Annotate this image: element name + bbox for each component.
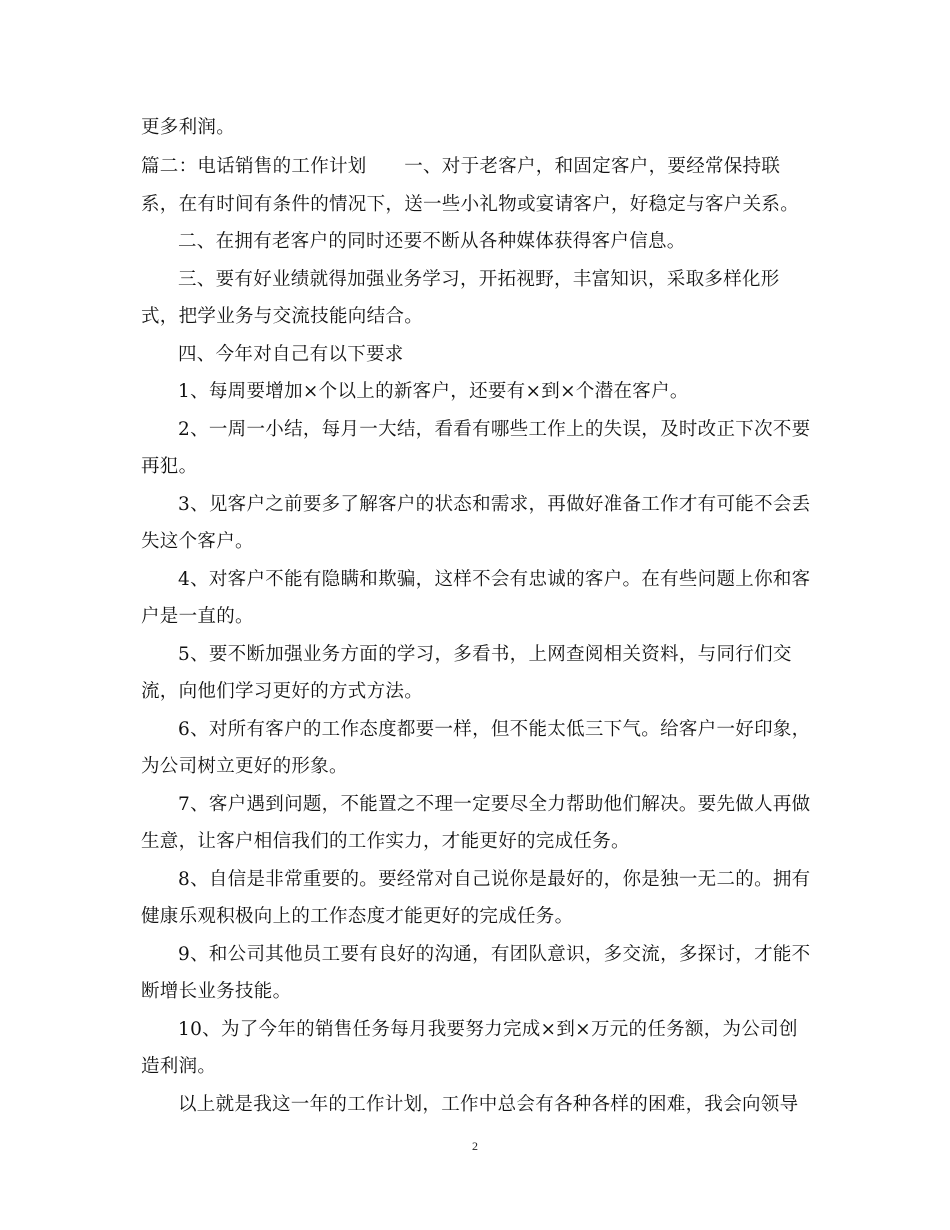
text-line: 以上就是我这一年的工作计划，工作中总会有各种各样的困难，我会向领导 <box>178 1094 799 1115</box>
text-line: 三、要有好业绩就得加强业务学习，开拓视野，丰富知识，采取多样化形 <box>178 269 780 290</box>
text-line: 健康乐观积极向上的工作态度才能更好的完成任务。 <box>141 906 574 927</box>
text-line: 1、每周要增加×个以上的新客户，还要有×到×个潜在客户。 <box>178 381 689 402</box>
text-line: 篇二：电话销售的工作计划 一、对于老客户，和固定客户，要经常保持联 <box>141 156 781 177</box>
text-line: 四、今年对自己有以下要求 <box>178 344 404 365</box>
text-line: 8、自信是非常重要的。要经常对自己说你是最好的，你是独一无二的。拥有 <box>178 869 811 890</box>
page-number: 2 <box>472 1139 478 1153</box>
text-line: 失这个客户。 <box>141 531 254 552</box>
text-line: 更多利润。 <box>141 117 236 138</box>
text-line: 4、对客户不能有隐瞒和欺骗，这样不会有忠诚的客户。在有些问题上你和客 <box>178 569 811 590</box>
text-line: 3、见客户之前要多了解客户的状态和需求，再做好准备工作才有可能不会丢 <box>178 494 811 515</box>
text-line: 式，把学业务与交流技能向结合。 <box>141 306 424 327</box>
text-line: 9、和公司其他员工要有良好的沟通，有团队意识，多交流，多探讨，才能不 <box>178 944 811 965</box>
text-line: 10、为了今年的销售任务每月我要努力完成×到×万元的任务额，为公司创 <box>178 1019 798 1040</box>
text-line: 造利润。 <box>141 1056 217 1077</box>
text-line: 为公司树立更好的形象。 <box>141 756 348 777</box>
text-line: 再犯。 <box>141 456 198 477</box>
text-line: 断增长业务技能。 <box>141 981 292 1002</box>
text-line: 户是一直的。 <box>141 606 254 627</box>
text-line: 7、客户遇到问题，不能置之不理一定要尽全力帮助他们解决。要先做人再做 <box>178 794 811 815</box>
text-line: 生意，让客户相信我们的工作实力，才能更好的完成任务。 <box>141 831 630 852</box>
text-line: 6、对所有客户的工作态度都要一样，但不能太低三下气。给客户一好印象， <box>178 719 811 740</box>
text-line: 二、在拥有老客户的同时还要不断从各种媒体获得客户信息。 <box>178 231 686 252</box>
text-line: 2、一周一小结，每月一大结，看看有哪些工作上的失误，及时改正下次不要 <box>178 419 811 440</box>
text-line: 流，向他们学习更好的方式方法。 <box>141 681 424 702</box>
text-line: 系，在有时间有条件的情况下，送一些小礼物或宴请客户，好稳定与客户关系。 <box>141 194 800 215</box>
text-line: 5、要不断加强业务方面的学习，多看书，上网查阅相关资料，与同行们交 <box>178 644 792 665</box>
